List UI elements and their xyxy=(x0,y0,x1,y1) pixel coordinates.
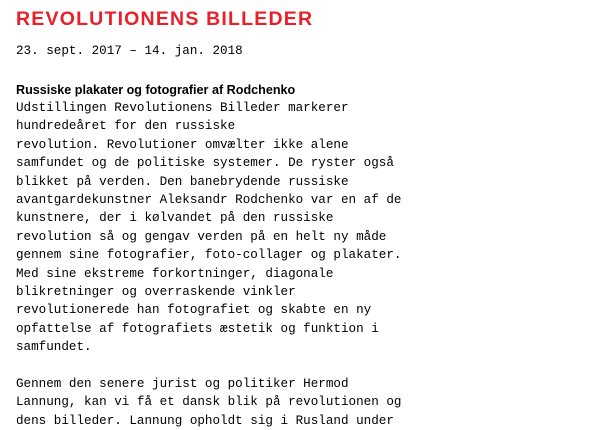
paragraph-line: Udstillingen Revolutionens Billeder markerer xyxy=(16,101,349,115)
paragraph-line: opfattelse af fotografiets æstetik og funktion i xyxy=(16,321,379,336)
paragraph-line: hundredeåret for den russiske xyxy=(16,119,236,134)
paragraph-line: kunstnere, der i kølvandet på den russiske xyxy=(16,211,334,226)
paragraph-line: blikretninger og overraskende vinkler xyxy=(16,285,296,300)
paragraph-line: revolution så og gengav verden på en helt ny måde xyxy=(16,229,387,244)
article-subtitle: Russiske plakater og fotografier af Rodchenko xyxy=(16,83,296,97)
paragraph-line: blikket på verden. Den banebrydende russiske xyxy=(16,174,349,189)
paragraph-line: revolutionerede han fotografiet og skabte en ny xyxy=(16,303,372,318)
paragraph-line: avantgardekunstner Aleksandr Rodchenko var en af de xyxy=(16,193,402,208)
paragraph-line: Lannung, kan vi få et dansk blik på revolutionen og xyxy=(16,395,402,410)
exhibition-dates: 23. sept. 2017 – 14. jan. 2018 xyxy=(16,44,243,58)
paragraph-2 xyxy=(16,375,596,430)
paragraph-line: Med sine ekstreme forkortninger, diagonale xyxy=(16,266,334,281)
paragraph-line: Gennem den senere jurist og politiker Hermod xyxy=(16,376,349,391)
article xyxy=(16,8,596,430)
paragraph-line: samfundet og de politiske systemer. De ryster også xyxy=(16,156,394,171)
paragraph-line: gennem sine fotografier, foto-collager og plakater. xyxy=(16,248,402,263)
page-title: REVOLUTIONENS BILLEDER xyxy=(16,8,314,30)
paragraph-1 xyxy=(16,99,596,357)
paragraph-line: revolution. Revolutioner omvælter ikke alene xyxy=(16,137,349,152)
paragraph-line: dens billeder. Lannung opholdt sig i Rusland under xyxy=(16,413,394,428)
paragraph-line: samfundet. xyxy=(16,340,92,355)
